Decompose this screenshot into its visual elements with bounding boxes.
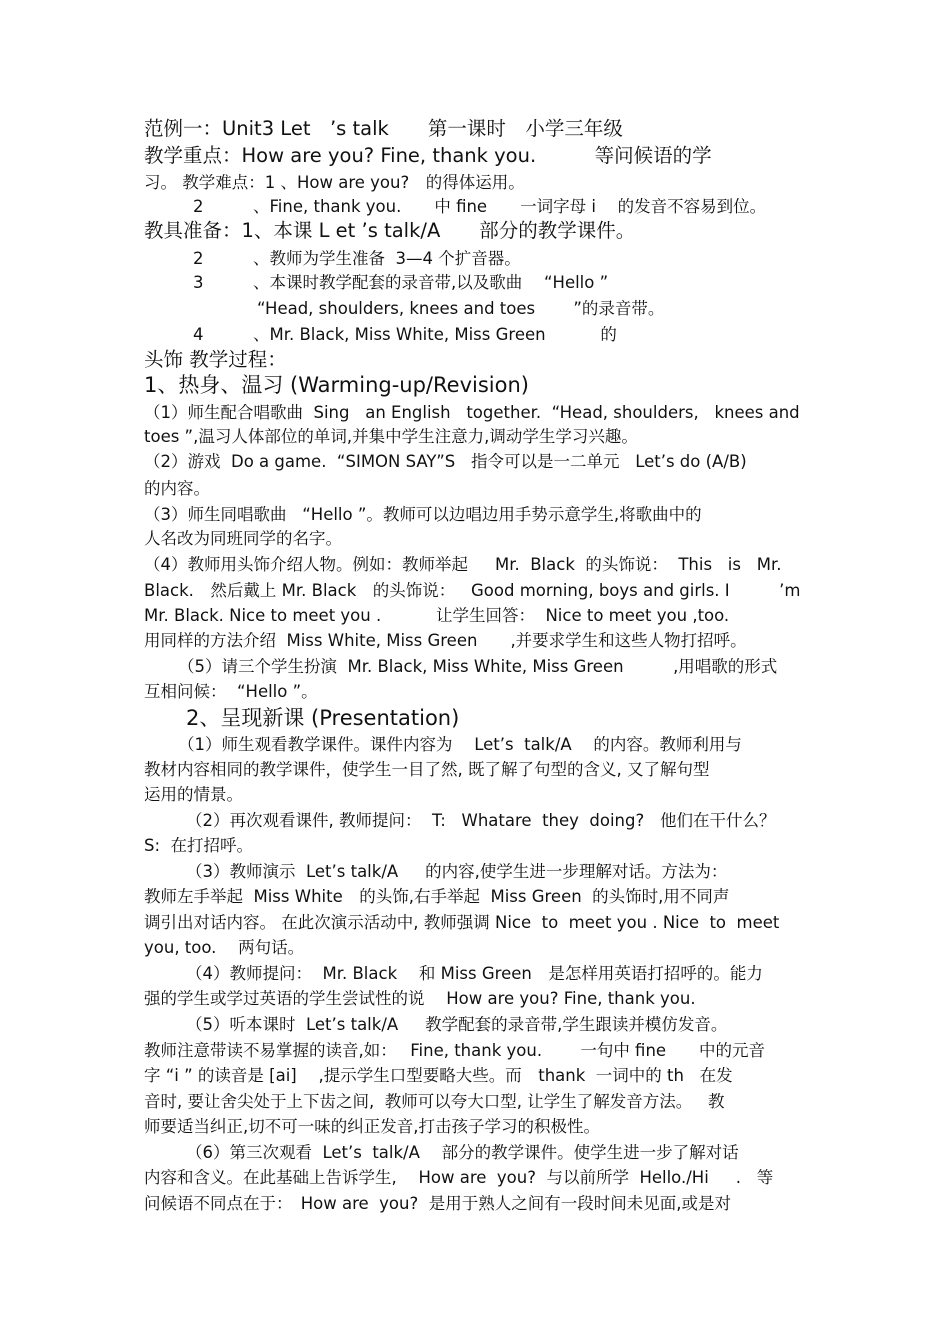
doc-line: 字 “i ” 的读音是 [ai] ,提示学生口型要略大些。而 thank 一词中的 th 在发 xyxy=(144,1066,733,1085)
doc-line: 内容和含义。在此基础上告诉学生, How are you? 与以前所学 Hello./Hi . 等 xyxy=(144,1168,774,1187)
doc-line: （3）教师演示 Let’s talk/A 的内容,使学生进一步理解对话。方法为： xyxy=(186,862,728,881)
section-heading: 2、呈现新课 (Presentation) xyxy=(186,706,460,730)
doc-line: toes ”,温习人体部位的单词,并集中学生注意力,调动学生学习兴趣。 xyxy=(144,427,638,446)
doc-line: 3 、本课时教学配套的录音带,以及歌曲 “Hello ” xyxy=(193,273,609,292)
doc-line: 音时, 要让舍尖处于上下齿之间, 教师可以夸大口型, 让学生了解发音方法。 教 xyxy=(144,1092,725,1111)
doc-line: （4）教师提问： Mr. Black 和 Miss Green 是怎样用英语打招呼的。能力 xyxy=(186,964,763,983)
doc-line: 2 、Fine, thank you. 中 fine 一词字母 i 的发音不容易到位。 xyxy=(193,197,767,216)
doc-title: 范例一：Unit3 Let ’s talk 第一课时 小学三年级 xyxy=(144,117,623,140)
doc-line: 问候语不同点在于： How are you? 是用于熟人之间有一段时间未见面,或是对 xyxy=(144,1194,731,1213)
doc-line: （2）游戏 Do a game. “SIMON SAY”S 指令可以是一二单元 Let’s do (A/B) xyxy=(144,452,747,471)
doc-line: you, too. 两句话。 xyxy=(144,938,305,957)
doc-line: 强的学生或学过英语的学生尝试性的说 How are you? Fine, thank you. xyxy=(144,989,696,1008)
doc-line: （1）师生观看教学课件。课件内容为 Let’s talk/A 的内容。教师利用与 xyxy=(178,735,742,754)
doc-line: 人名改为同班同学的名字。 xyxy=(144,529,342,548)
doc-line: Black. 然后戴上 Mr. Black 的头饰说： Good morning, boys and girls. I ’m xyxy=(144,581,801,600)
doc-line: 教学重点：How are you? Fine, thank you. 等问候语的学 xyxy=(144,144,712,167)
doc-line: 的内容。 xyxy=(144,479,210,498)
doc-line: 教具准备：1、本课 L et ’s talk/A 部分的教学课件。 xyxy=(144,219,636,242)
doc-line: 2 、教师为学生准备 3—4 个扩音器。 xyxy=(193,249,521,268)
doc-line: （1）师生配合唱歌曲 Sing an English together. “Head, shoulders, knees and xyxy=(144,403,800,422)
doc-line: 教师注意带读不易掌握的读音,如： Fine, thank you. 一句中 fine 中的元音 xyxy=(144,1041,766,1060)
doc-line: （5）请三个学生扮演 Mr. Black, Miss White, Miss Green ,用唱歌的形式 xyxy=(178,657,778,676)
doc-line: （3）师生同唱歌曲 “Hello ”。教师可以边唱边用手势示意学生,将歌曲中的 xyxy=(144,505,702,524)
section-heading: 头饰 教学过程： xyxy=(144,348,287,371)
doc-line: 互相问候： “Hello ”。 xyxy=(144,682,318,701)
doc-line: 用同样的方法介绍 Miss White, Miss Green ,并要求学生和这些人物打招呼。 xyxy=(144,631,747,650)
doc-line: （5）听本课时 Let’s talk/A 教学配套的录音带,学生跟读并模仿发音。 xyxy=(186,1015,728,1034)
doc-line: 师要适当纠正,切不可一味的纠正发音,打击孩子学习的积极性。 xyxy=(144,1117,600,1136)
doc-line: 教材内容相同的教学课件，使学生一目了然, 既了解了句型的含义, 又了解句型 xyxy=(144,760,710,779)
doc-line: （6）第三次观看 Let’s talk/A 部分的教学课件。使学生进一步了解对话 xyxy=(186,1143,739,1162)
doc-line: 调引出对话内容。 在此次演示活动中, 教师强调 Nice to meet you . Nice to meet xyxy=(144,913,780,932)
doc-line: “Head, shoulders, knees and toes ”的录音带。 xyxy=(257,299,665,318)
doc-line: （4）教师用头饰介绍人物。例如：教师举起 Mr. Black 的头饰说： This is Mr. xyxy=(144,555,782,574)
doc-line: Mr. Black. Nice to meet you . 让学生回答： Nice to meet you ,too. xyxy=(144,606,730,625)
doc-line: 运用的情景。 xyxy=(144,785,243,804)
doc-line: 4 、Mr. Black, Miss White, Miss Green 的 xyxy=(193,325,617,344)
doc-line: 教师左手举起 Miss White 的头饰,右手举起 Miss Green 的头饰时,用不同声 xyxy=(144,887,730,906)
section-heading: 1、热身、温习 (Warming-up/Revision) xyxy=(144,373,529,397)
doc-line: （2）再次观看课件, 教师提问： T: Whatare they doing? 他们在干什么？ xyxy=(186,811,776,830)
doc-line: S: 在打招呼。 xyxy=(144,836,254,855)
doc-line: 习。 教学难点：1 、How are you? 的得体运用。 xyxy=(144,173,525,192)
